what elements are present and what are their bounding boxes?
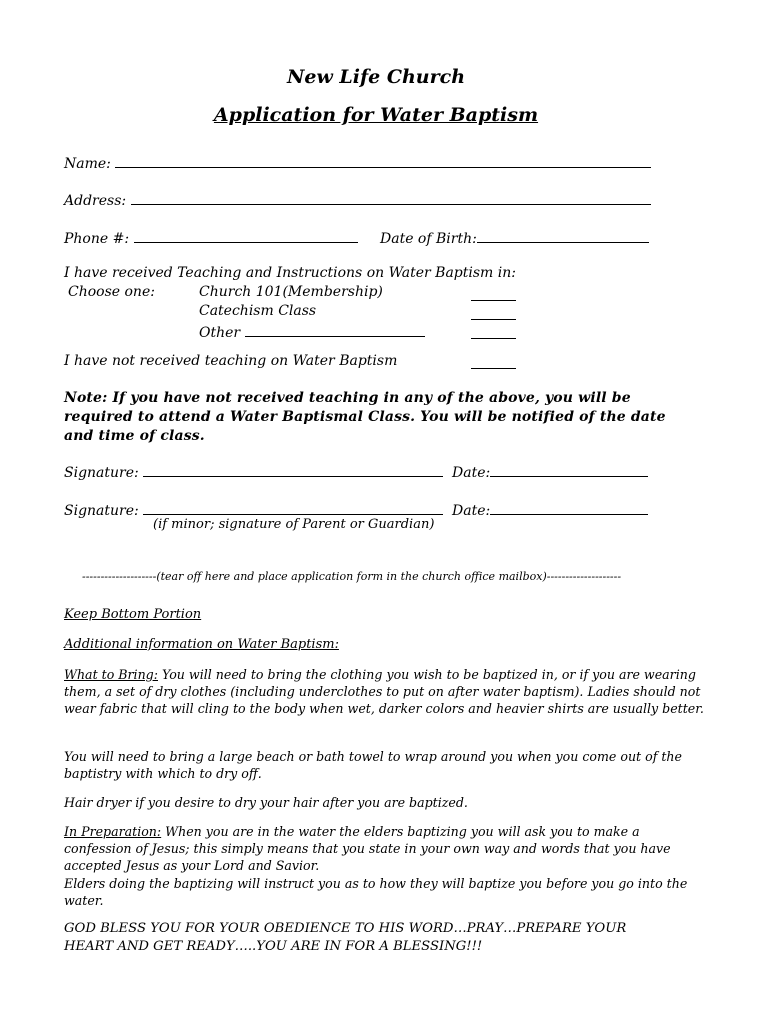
check-not-received[interactable]: [471, 354, 516, 369]
choose-one-label: Choose one:: [68, 284, 155, 300]
date-field[interactable]: [490, 462, 648, 477]
signature-row-1: [64, 462, 443, 481]
date-row-1: [452, 462, 648, 481]
option-other: Other: [199, 325, 241, 341]
tear-off-line: --------------------(tear off here and place application form in the church office mailbox)--------------------: [82, 570, 622, 583]
blessing-paragraph: GOD BLESS YOU FOR YOUR OBEDIENCE TO HIS WORD…PRAY…PREPARE YOUR HEART AND GET READY…..YOU ARE IN FOR A BLESSING!!!: [64, 921, 627, 954]
hair-dryer-paragraph: Hair dryer if you desire to dry your hair after you are baptized.: [64, 795, 468, 810]
dob-row: [380, 228, 649, 247]
guardian-signature-label: Signature:: [64, 503, 139, 519]
option-church-101: Church 101(Membership): [199, 284, 383, 300]
towel-paragraph: You will need to bring a large beach or bath towel to wrap around you when you come out of the baptistry with which to dry off.: [64, 749, 682, 782]
option-other-row: [199, 322, 425, 341]
dob-field[interactable]: [477, 228, 649, 243]
option-catechism: Catechism Class: [199, 303, 317, 319]
what-to-bring-text: You will need to bring the clothing you wish to be baptized in, or if you are wearing them, a set of dry clothes (including underclothes to put on after water baptism). Ladies should not wear fabric that will cling to the body when wet, darker colors and heavier shirts are usually better.: [64, 667, 704, 717]
church-name: New Life Church: [286, 66, 466, 88]
address-row: [64, 190, 651, 209]
name-row: [64, 153, 651, 172]
check-catechism[interactable]: [471, 305, 516, 320]
name-field[interactable]: [115, 153, 651, 168]
form-title: Application for Water Baptism: [213, 104, 539, 126]
what-to-bring-paragraph: [64, 666, 704, 718]
address-field[interactable]: [131, 190, 651, 205]
date-label: Date:: [452, 465, 491, 481]
minor-note: (if minor; signature of Parent or Guardian): [153, 517, 435, 532]
name-label: Name:: [64, 156, 111, 172]
preparation-label: In Preparation:: [64, 824, 162, 839]
phone-field[interactable]: [134, 228, 358, 243]
additional-info-heading: Additional information on Water Baptism:: [64, 637, 339, 652]
preparation-text: When you are in the water the elders baptizing you will ask you to make a confession of Jesus; this simply means that you state in your own way and words that you have accepted Jesus as your Lord and Savior.: [64, 824, 671, 874]
not-received-label: I have not received teaching on Water Baptism: [64, 353, 398, 369]
guardian-date-field[interactable]: [490, 500, 648, 515]
check-other[interactable]: [471, 324, 516, 339]
phone-row: [64, 228, 358, 247]
teaching-intro: I have received Teaching and Instructions on Water Baptism in:: [64, 265, 516, 281]
date-row-2: [452, 500, 648, 519]
guardian-signature-field[interactable]: [143, 500, 443, 515]
keep-bottom-heading: Keep Bottom Portion: [64, 607, 202, 622]
phone-label: Phone #:: [64, 231, 130, 247]
what-to-bring-label: What to Bring:: [64, 667, 158, 682]
elders-paragraph: Elders doing the baptizing will instruct you as to how they will baptize you before you go into the water.: [64, 876, 688, 909]
address-label: Address:: [64, 193, 127, 209]
other-field[interactable]: [245, 322, 425, 337]
guardian-date-label: Date:: [452, 503, 491, 519]
check-church-101[interactable]: [471, 286, 516, 301]
note-text: Note: If you have not received teaching in any of the above, you will be required to attend a Water Baptismal Class. You will be notified of the date and time of class.: [64, 390, 666, 444]
signature-label: Signature:: [64, 465, 139, 481]
preparation-paragraph: [64, 823, 704, 875]
signature-field[interactable]: [143, 462, 443, 477]
dob-label: Date of Birth:: [380, 231, 477, 247]
